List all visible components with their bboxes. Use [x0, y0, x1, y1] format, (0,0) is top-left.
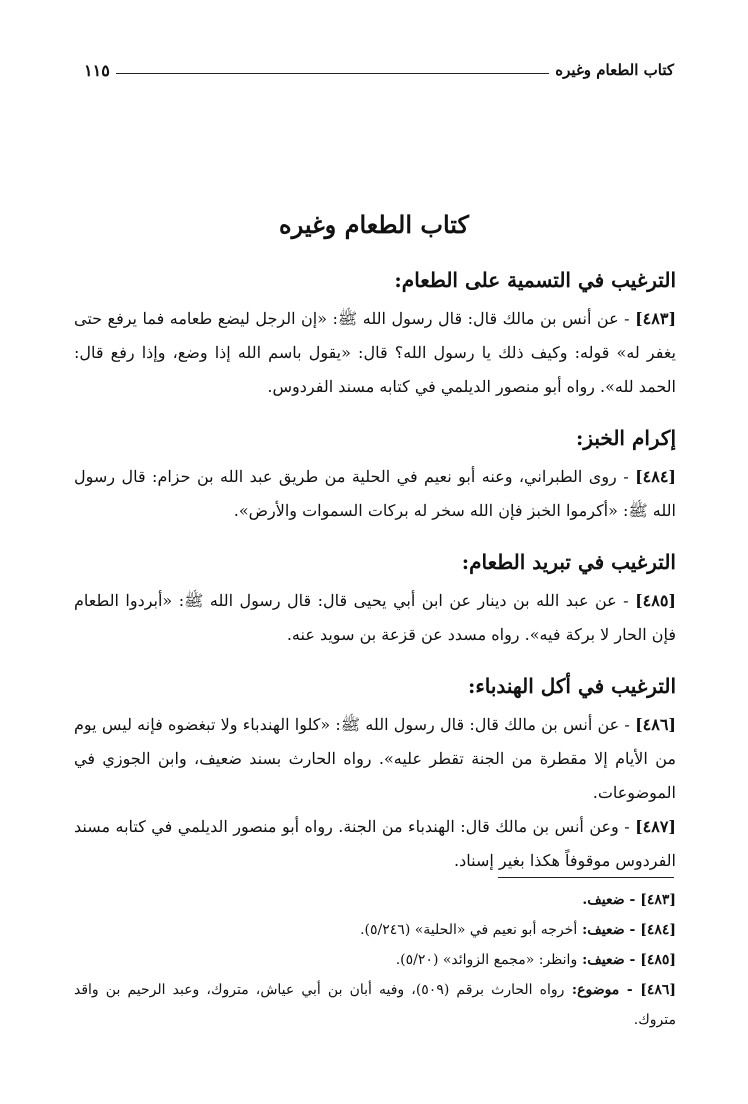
footnote	[74, 945, 676, 975]
footnote	[74, 915, 676, 945]
footnote-text: أخرجه أبو نعيم في «الحلية» (٥/٢٤٦).	[360, 922, 578, 938]
footnote-separator	[498, 877, 674, 878]
section-title-tasmiya: الترغيب في التسمية على الطعام:	[394, 268, 676, 292]
hadith-text: - وعن أنس بن مالك قال: الهندباء من الجنة. رواه أبو منصور الديلمي في كتابه مسند الفردوس موقوفاً هكذا بغير إسناد.	[74, 817, 676, 870]
hadith-number: [٤٨٧]	[635, 817, 676, 836]
book-title: كتاب الطعام وغيره	[279, 210, 469, 239]
hadith-entry	[74, 584, 676, 652]
running-header	[84, 58, 674, 82]
hadith-number: [٤٨٦]	[635, 715, 676, 734]
hadith-entry	[74, 708, 676, 810]
footnote-number: [٤٨٣]	[640, 892, 676, 908]
hadith-text: - عن أنس بن مالك قال: قال رسول الله ﷺ: «كلوا الهندباء ولا تبغضوه فإنه ليس يوم من الأيام إلا مقطرة من الجنة تقطر عليه». رواه الحارث بسند ضعيف، وابن الجوزي في الموضوعات.	[74, 715, 676, 802]
hadith-number: [٤٨٤]	[635, 467, 676, 486]
main-content	[74, 262, 676, 878]
footnote-number: [٤٨٥]	[640, 952, 676, 968]
footnote-grade: - ضعيف.	[582, 892, 641, 908]
hadith-number: [٤٨٣]	[635, 309, 677, 328]
footnote-text: وانظر: «مجمع الزوائد» (٥/٢٠).	[395, 952, 578, 968]
hadith-text: - روى الطبراني، وعنه أبو نعيم في الحلية من طريق عبد الله بن حزام: قال رسول الله ﷺ: «أكرموا الخبز فإن الله سخر له بركات السموات والأرض».	[74, 467, 676, 520]
section-title-endive: الترغيب في أكل الهندباء:	[467, 674, 676, 698]
footnote	[74, 885, 676, 915]
hadith-entry	[74, 810, 676, 878]
hadith-entry	[74, 460, 676, 528]
hadith-text: - عن عبد الله بن دينار عن ابن أبي يحيى قال: قال رسول الله ﷺ: «أبردوا الطعام فإن الحار لا بركة فيه». رواه مسدد عن قزعة بن سويد عنه.	[74, 591, 676, 644]
footnotes	[74, 885, 676, 1035]
footnote-grade: - ضعيف:	[577, 952, 641, 968]
footnote-text: رواه الحارث برقم (٥٠٩)، وفيه أبان بن أبي عياش، متروك، وعبد الرحيم بن واقد متروك.	[74, 982, 676, 1028]
footnote-grade: - ضعيف:	[577, 922, 641, 938]
footnote-number: [٤٨٦]	[640, 982, 676, 998]
hadith-text: - عن أنس بن مالك قال: قال رسول الله ﷺ: «إن الرجل ليضع طعامه فما يرفع حتى يغفر له» قوله: وكيف ذلك يا رسول الله؟ قال: «يقول باسم الله إذا وضع، وإذا رفع قال: الحمد لله». رواه أبو منصور الديلمي في كتابه مسند الفردوس.	[74, 309, 676, 396]
footnote-grade: - موضوع:	[564, 982, 641, 998]
page-number: ١١٥	[84, 60, 110, 80]
section-title-cooling: الترغيب في تبريد الطعام:	[461, 550, 676, 574]
footnote-number: [٤٨٤]	[640, 922, 676, 938]
footnote	[74, 975, 676, 1035]
header-rule	[116, 73, 550, 74]
hadith-entry	[74, 302, 676, 404]
running-title: كتاب الطعام وغيره	[555, 61, 674, 79]
section-title-bread: إكرام الخبز:	[575, 426, 676, 450]
hadith-number: [٤٨٥]	[635, 591, 676, 610]
